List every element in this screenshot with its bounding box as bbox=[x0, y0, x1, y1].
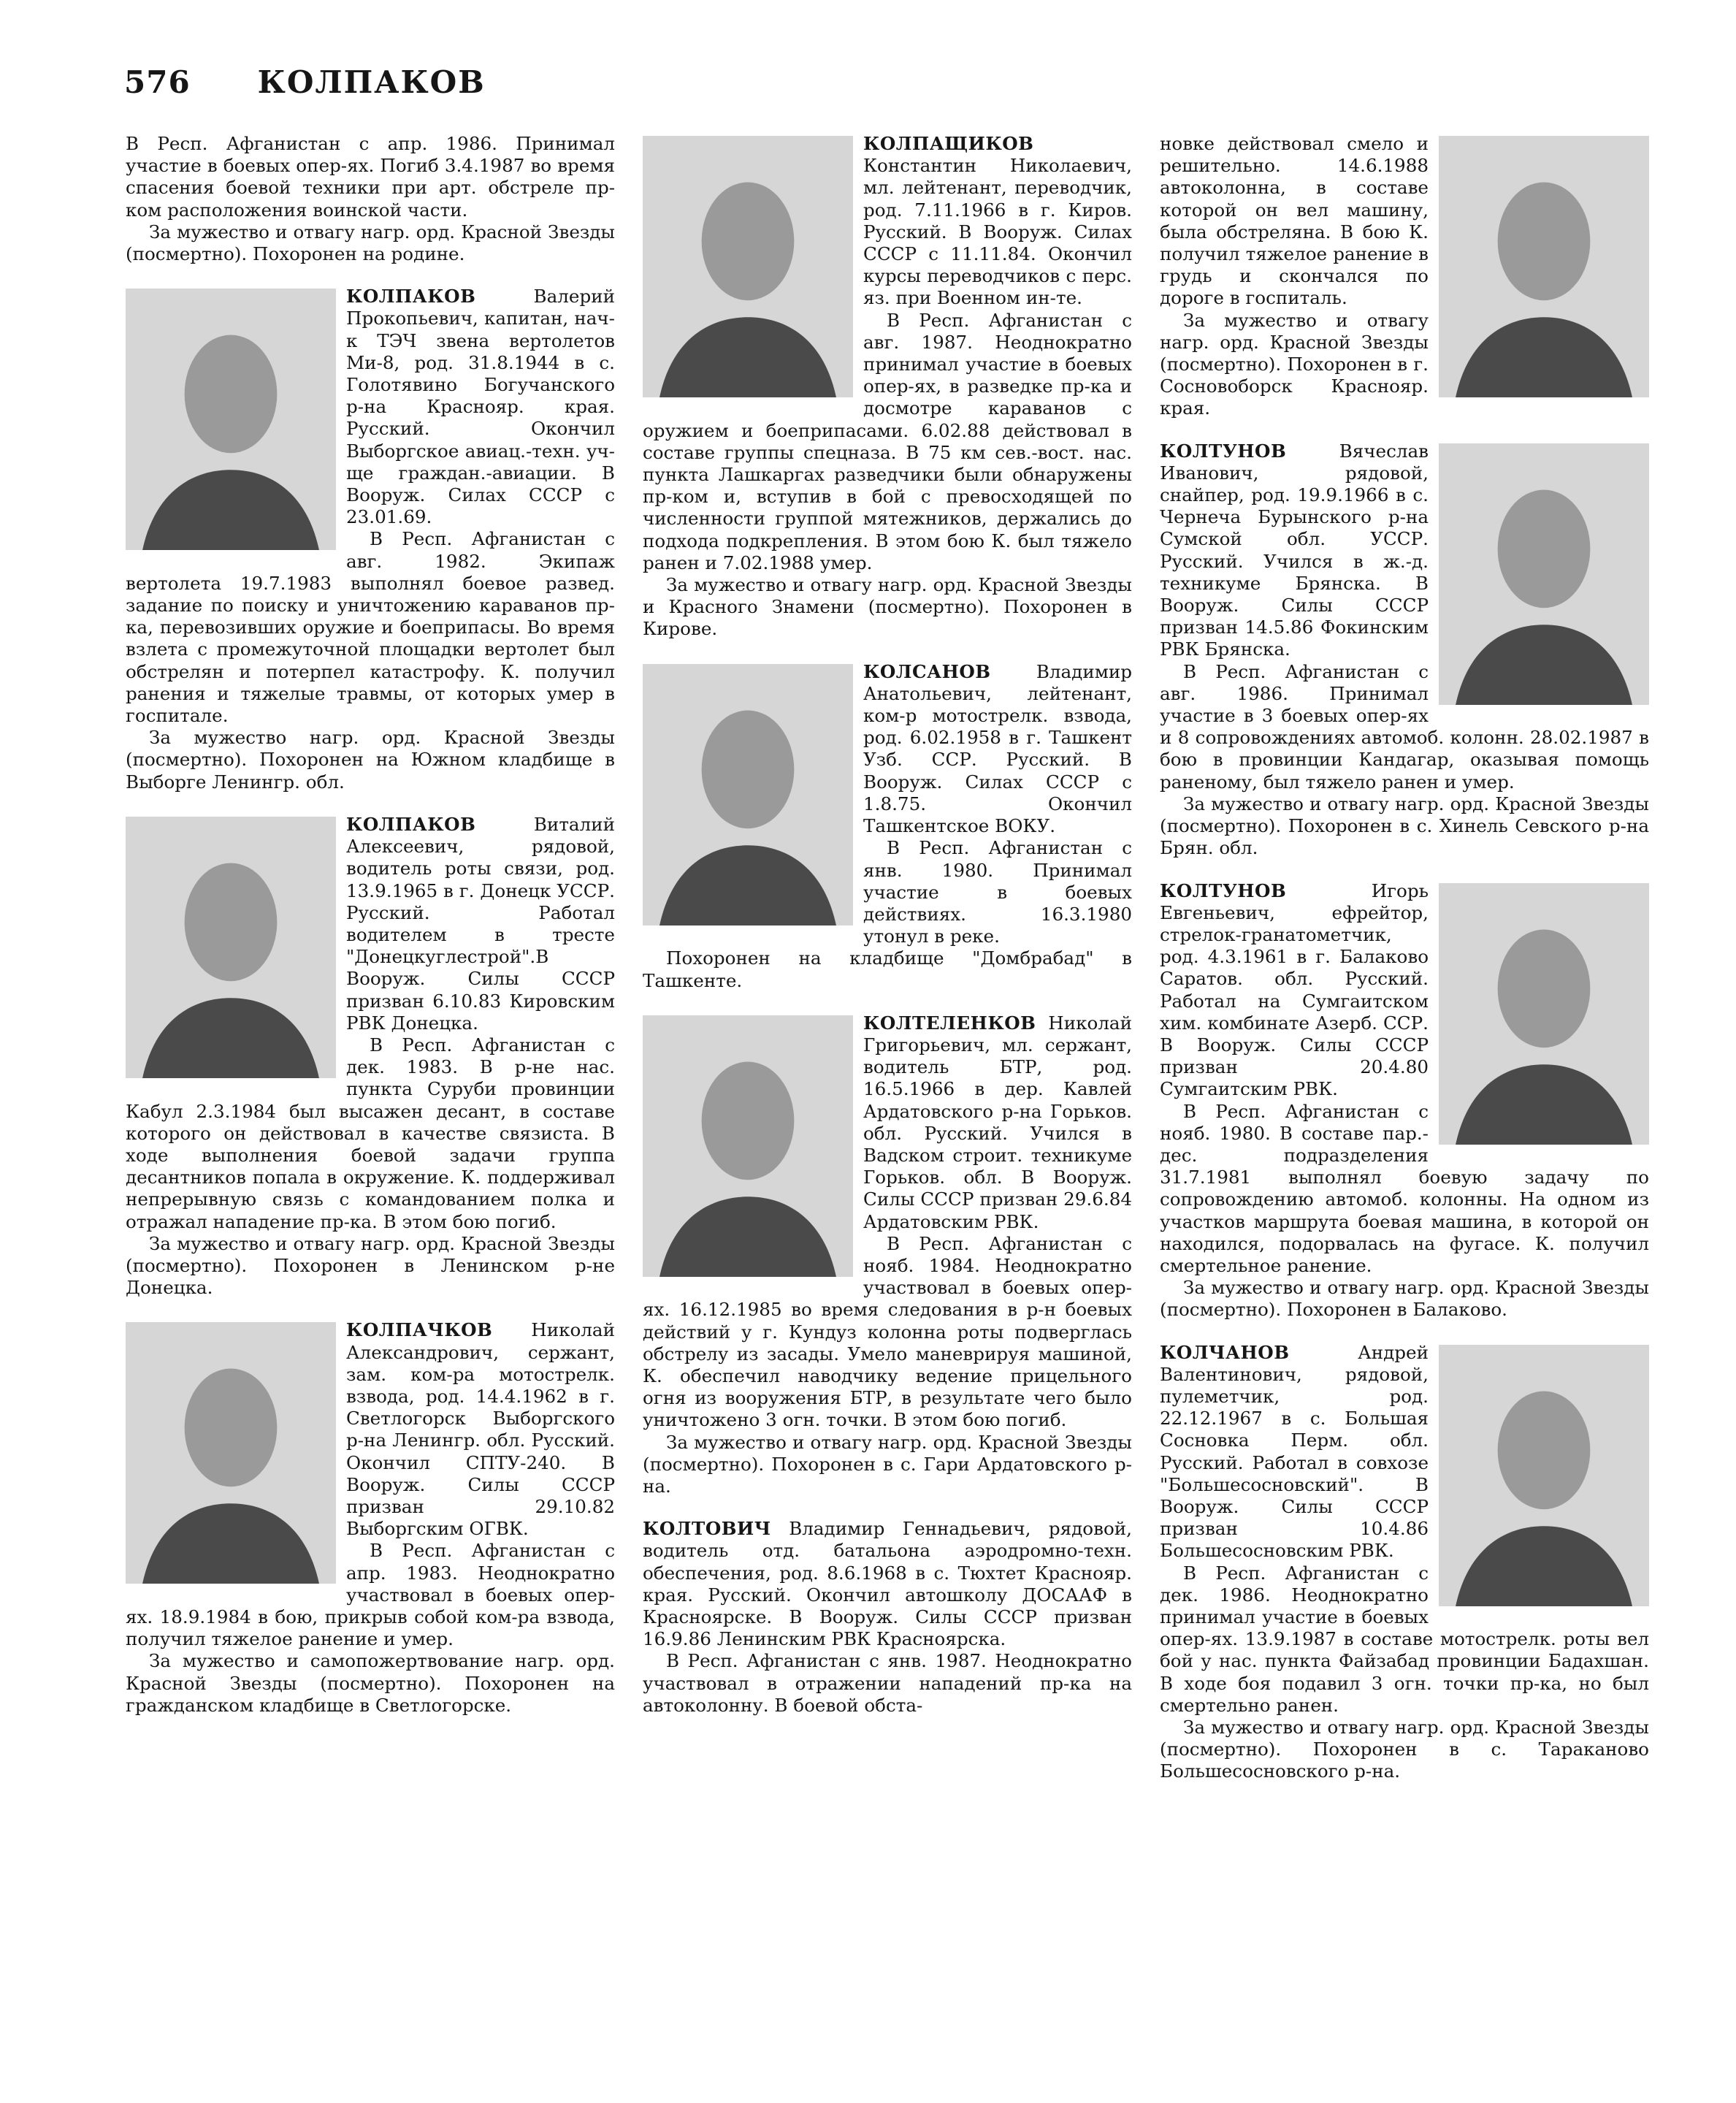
column-3 bbox=[1160, 133, 1649, 1804]
entry-paragraph: В Респ. Афганистан с янв. 1987. Неоднократно участвовал в отражении нападений пр-ка на автоколонну. В боевой обста- bbox=[643, 1650, 1132, 1716]
entry-paragraph: За мужество и отвагу нагр. орд. Красной Звезды и Красного Знамени (посмертно). Похоронен в Кирове. bbox=[643, 574, 1132, 640]
entry-paragraph bbox=[126, 1319, 615, 1540]
portrait-photo bbox=[126, 1322, 336, 1584]
entry-paragraph: За мужество и отвагу нагр. орд. Красной Звезды (посмертно). Похоронен в Балаково. bbox=[1160, 1277, 1649, 1321]
entry-surname: КОЛПАЩИКОВ bbox=[863, 133, 1034, 154]
entry-paragraph: В Респ. Афганистан с дек. 1983. В р-не нас. пункта Суруби провинции Кабул 2.3.1984 был высажен десант, в составе которого он действовал в качестве связиста. В ходе выполнения боевой задачи группа десантников попала в окружение. К. поддерживал непрерывную связь с командованием полка и отражал нападение пр-ка. В этом бою погиб. bbox=[126, 1034, 615, 1232]
entry-paragraph: В Респ. Афганистан с авг. 1986. Принимал участие в 3 боевых опер-ях и 8 сопровождениях автомоб. колонн. 28.02.1987 в бою в провинции Кандагар, оказывая помощь раненому, был тяжело ранен и умер. bbox=[1160, 660, 1649, 793]
page-number: 576 bbox=[124, 64, 191, 100]
entry-paragraph: За мужество и отвагу нагр. орд. Красной Звезды (посмертно). Похоронен в г. Сосновоборск Краснояр. края. bbox=[1160, 309, 1429, 419]
biography-entry bbox=[126, 1319, 615, 1717]
entry-paragraph: За мужество и отвагу нагр. орд. Красной Звезды (посмертно). Похоронен в с. Тараканово Большесосновского р-на. bbox=[1160, 1717, 1649, 1782]
entry-text: Владимир Анатольевич, лейтенант, ком-р мотострелк. взвода, род. 6.02.1958 в г. Ташкент Узб. ССР. Русский. В Вооруж. Силах СССР с 1.8.75. Окончил Ташкентское ВОКУ. bbox=[863, 660, 1132, 837]
entry-paragraph bbox=[643, 1518, 1132, 1650]
entry-text: Николай Александрович, сержант, зам. ком-ра мотострелк. взвода, род. 14.4.1962 в г. Светлогорск Выборгского р-на Ленингр. обл. Русский. Окончил СПТУ-240. В Вооруж. Силы СССР призван 29.10.82 Выборгским ОГВК. bbox=[346, 1319, 615, 1540]
biography-entry bbox=[126, 814, 615, 1299]
entry-paragraph bbox=[126, 286, 615, 528]
entry-text: Игорь Евгеньевич, ефрейтор, стрелок-гранатометчик, род. 4.3.1961 в г. Балаково Саратов. обл. Русский. Работал на Сумгаитском хим. комбинате Азерб. ССР. В Вооруж. Силы СССР призван 20.4.80 Сумгаитским РВК. bbox=[1160, 879, 1429, 1100]
entry-surname: КОЛПАЧКОВ bbox=[346, 1319, 493, 1341]
entry-text: Вячеслав Иванович, рядовой, снайпер, род. 19.9.1966 в с. Чернеча Бурынского р-на Сумской обл. УССР. Русский. Учился в ж.-д. техникуме Брянска. В Вооруж. Силы СССР призван 14.5.86 Фокинским РВК Брянска. bbox=[1160, 440, 1429, 660]
running-head: КОЛПАКОВ bbox=[257, 64, 486, 100]
portrait-photo bbox=[1439, 883, 1649, 1145]
portrait-photo bbox=[643, 136, 853, 397]
entry-surname: КОЛСАНОВ bbox=[863, 660, 991, 682]
entry-surname: КОЛПАКОВ bbox=[346, 286, 476, 308]
entry-paragraph: В Респ. Афганистан с янв. 1980. Принимал участие в боевых действиях. 16.3.1980 утонул в реке. bbox=[863, 837, 1132, 947]
entry-text: Владимир Геннадьевич, рядовой, водитель отд. батальона аэродромно-техн. обеспечения, род. 8.6.1968 в с. Тюхтет Краснояр. края. Русский. Окончил автошколу ДОСААФ в Красноярске. В Вооруж. Силы СССР призван 16.9.86 Ленинским РВК Красноярска. bbox=[643, 1518, 1132, 1650]
biography-entry bbox=[1160, 440, 1649, 860]
entry-paragraph: За мужество и отвагу нагр. орд. Красной Звезды (посмертно). Похоронен на родине. bbox=[126, 221, 615, 265]
entry-paragraph: новке действовал смело и решительно. 14.6.1988 автоколонна, в составе которой он вел машину, была обстреляна. В бою К. получил тяжелое ранение в грудь и скончался по дороге в госпиталь. bbox=[1160, 133, 1429, 309]
entry-paragraph bbox=[126, 814, 615, 1034]
entry-text: Константин Николаевич, мл. лейтенант, переводчик, род. 7.11.1966 в г. Киров. Русский. В Вооруж. Силах СССР с 11.11.84. Окончил курсы переводчиков с перс. яз. при Военном ин-те. bbox=[863, 155, 1132, 309]
entry-paragraph: В Респ. Афганистан с авг. 1982. Экипаж вертолета 19.7.1983 выполнял боевое развед. задание по поиску и уничтожению караванов пр-ка, перевозивших оружие и боеприпасы. Во время взлета с промежуточной площадки вертолет был обстрелян и потерпел катастрофу. К. получил ранения и тяжелые травмы, от которых умер в госпитале. bbox=[126, 528, 615, 727]
portrait-photo bbox=[126, 289, 336, 550]
entry-surname: КОЛТУНОВ bbox=[1160, 879, 1287, 901]
entry-paragraph: В Респ. Афганистан с нояб. 1980. В составе пар.-дес. подразделения 31.7.1981 выполнял боевую задачу по сопровождению автомоб. колонны. На одном из участков маршрута боевая машина, в которой он находился, подорвалась на фугасе. К. получил смертельное ранение. bbox=[1160, 1100, 1649, 1276]
entry-paragraph: За мужество нагр. орд. Красной Звезды (посмертно). Похоронен на Южном кладбище в Выборге Ленингр. обл. bbox=[126, 727, 615, 793]
entry-text: Валерий Прокопьевич, капитан, нач-к ТЭЧ звена вертолетов Ми-8, род. 31.8.1944 в с. Голотявино Богучанского р-на Краснояр. края. Русский. Окончил Выборгское авиац.-техн. уч-ще граждан.-авиации. В Вооруж. Силах СССР с 23.01.69. bbox=[346, 286, 615, 528]
entry-paragraph: За мужество и самопожертвование нагр. орд. Красной Звезды (посмертно). Похоронен на гражданском кладбище в Светлогорске. bbox=[126, 1650, 615, 1716]
entry-paragraph bbox=[643, 133, 1132, 310]
portrait-photo bbox=[126, 817, 336, 1078]
portrait-photo bbox=[643, 664, 853, 925]
entry-paragraph bbox=[1160, 440, 1649, 661]
entry-paragraph: В Респ. Афганистан с нояб. 1984. Неоднократно участвовал в боевых опер-ях. 16.12.1985 во время следования в р-н боевых действий у г. Кундуз колонна роты подверглась обстрелу из засады. Умело маневрируя машиной, К. обеспечил наводчику ведение прицельного огня из вооружения БТР, в результате чего было уничтожено 3 огн. точки. В этом бою погиб. bbox=[643, 1232, 1132, 1431]
biography-entry bbox=[643, 1518, 1132, 1717]
column-1 bbox=[126, 133, 615, 1737]
entry-paragraph: В Респ. Афганистан с апр. 1983. Неоднократно участвовал в боевых опер-ях. 18.9.1984 в бою, прикрыв собой ком-ра взвода, получил тяжелое ранение и умер. bbox=[126, 1540, 615, 1650]
biography-entry bbox=[643, 661, 1132, 992]
entry-paragraph: Похоронен на кладбище "Домбрабад" в Ташкенте. bbox=[643, 947, 1132, 991]
portrait-photo bbox=[643, 1015, 853, 1277]
entry-surname: КОЛТУНОВ bbox=[1160, 440, 1287, 462]
portrait-photo bbox=[1439, 443, 1649, 705]
portrait-photo bbox=[1439, 136, 1649, 397]
entry-paragraph bbox=[643, 1012, 1132, 1233]
biography-continuation bbox=[126, 133, 615, 265]
entry-paragraph bbox=[643, 661, 1132, 838]
entry-paragraph: За мужество и отвагу нагр. орд. Красной Звезды (посмертно). Похоронен в Ленинском р-не Донецка. bbox=[126, 1232, 615, 1299]
column-2 bbox=[643, 133, 1132, 1737]
entry-surname: КОЛТОВИЧ bbox=[643, 1518, 771, 1540]
entry-text: Николай Григорьевич, мл. сержант, водитель БТР, род. 16.5.1966 в дер. Кавлей Ардатовского р-на Горьков. обл. Русский. Учился в Вадском строит. техникуме Горьков. обл. В Вооруж. Силы СССР призван 29.6.84 Ардатовским РВК. bbox=[863, 1012, 1132, 1232]
portrait-photo bbox=[1439, 1345, 1649, 1606]
entry-paragraph bbox=[1160, 880, 1649, 1101]
entry-surname: КОЛПАКОВ bbox=[346, 813, 476, 835]
entry-surname: КОЛТЕЛЕНКОВ bbox=[863, 1012, 1036, 1034]
entry-paragraph: За мужество и отвагу нагр. орд. Красной Звезды (посмертно). Похоронен в с. Хинель Севского р-на Брян. обл. bbox=[1160, 793, 1649, 859]
page-header bbox=[124, 64, 486, 115]
entry-text: Виталий Алексеевич, рядовой, водитель роты связи, род. 13.9.1965 в г. Донецк УССР. Русский. Работал водителем в тресте "Донецкуглестрой".В Вооруж. Силы СССР призван 6.10.83 Кировским РВК Донецка. bbox=[346, 813, 615, 1034]
biography-entry bbox=[1160, 1342, 1649, 1783]
entry-text: Андрей Валентинович, рядовой, пулеметчик, род. 22.12.1967 в с. Большая Сосновка Перм. обл. Русский. Работал в совхозе "Большесосновский". В Вооруж. Силы СССР призван 10.4.86 Большесосновским РВК. bbox=[1160, 1341, 1429, 1562]
entry-surname: КОЛЧАНОВ bbox=[1160, 1341, 1290, 1363]
biography-entry bbox=[126, 286, 615, 793]
entry-paragraph: В Респ. Афганистан с авг. 1987. Неоднократно принимал участие в боевых опер-ях, в разведке пр-ка и досмотре караванов с оружием и боеприпасами. 6.02.88 действовал в составе группы спецназа. В 75 км сев.-вост. нас. пункта Лашкаргах разведчики были обнаружены пр-ком и, вступив в бой с превосходящей по численности группой мятежников, держались до подхода подкрепления. В этом бою К. был тяжело ранен и 7.02.1988 умер. bbox=[643, 309, 1132, 573]
biography-entry bbox=[643, 133, 1132, 641]
entry-paragraph: В Респ. Афганистан с дек. 1986. Неоднократно принимал участие в боевых опер-ях. 13.9.1987 в составе мотострелк. роты вел бой у нас. пункта Файзабад провинции Бадахшан. В ходе боя подавил 3 огн. точки пр-ка, но был смертельно ранен. bbox=[1160, 1562, 1649, 1716]
biography-entry bbox=[643, 1012, 1132, 1497]
biography-entry bbox=[1160, 880, 1649, 1321]
entry-paragraph: За мужество и отвагу нагр. орд. Красной Звезды (посмертно). Похоронен в с. Гари Ардатовского р-на. bbox=[643, 1431, 1132, 1497]
entry-paragraph: В Респ. Афганистан с апр. 1986. Принимал участие в боевых опер-ях. Погиб 3.4.1987 во время спасения боевой техники при арт. обстреле пр-ком расположения воинской части. bbox=[126, 133, 615, 221]
biography-continuation bbox=[1160, 133, 1649, 420]
entry-paragraph bbox=[1160, 1342, 1649, 1562]
